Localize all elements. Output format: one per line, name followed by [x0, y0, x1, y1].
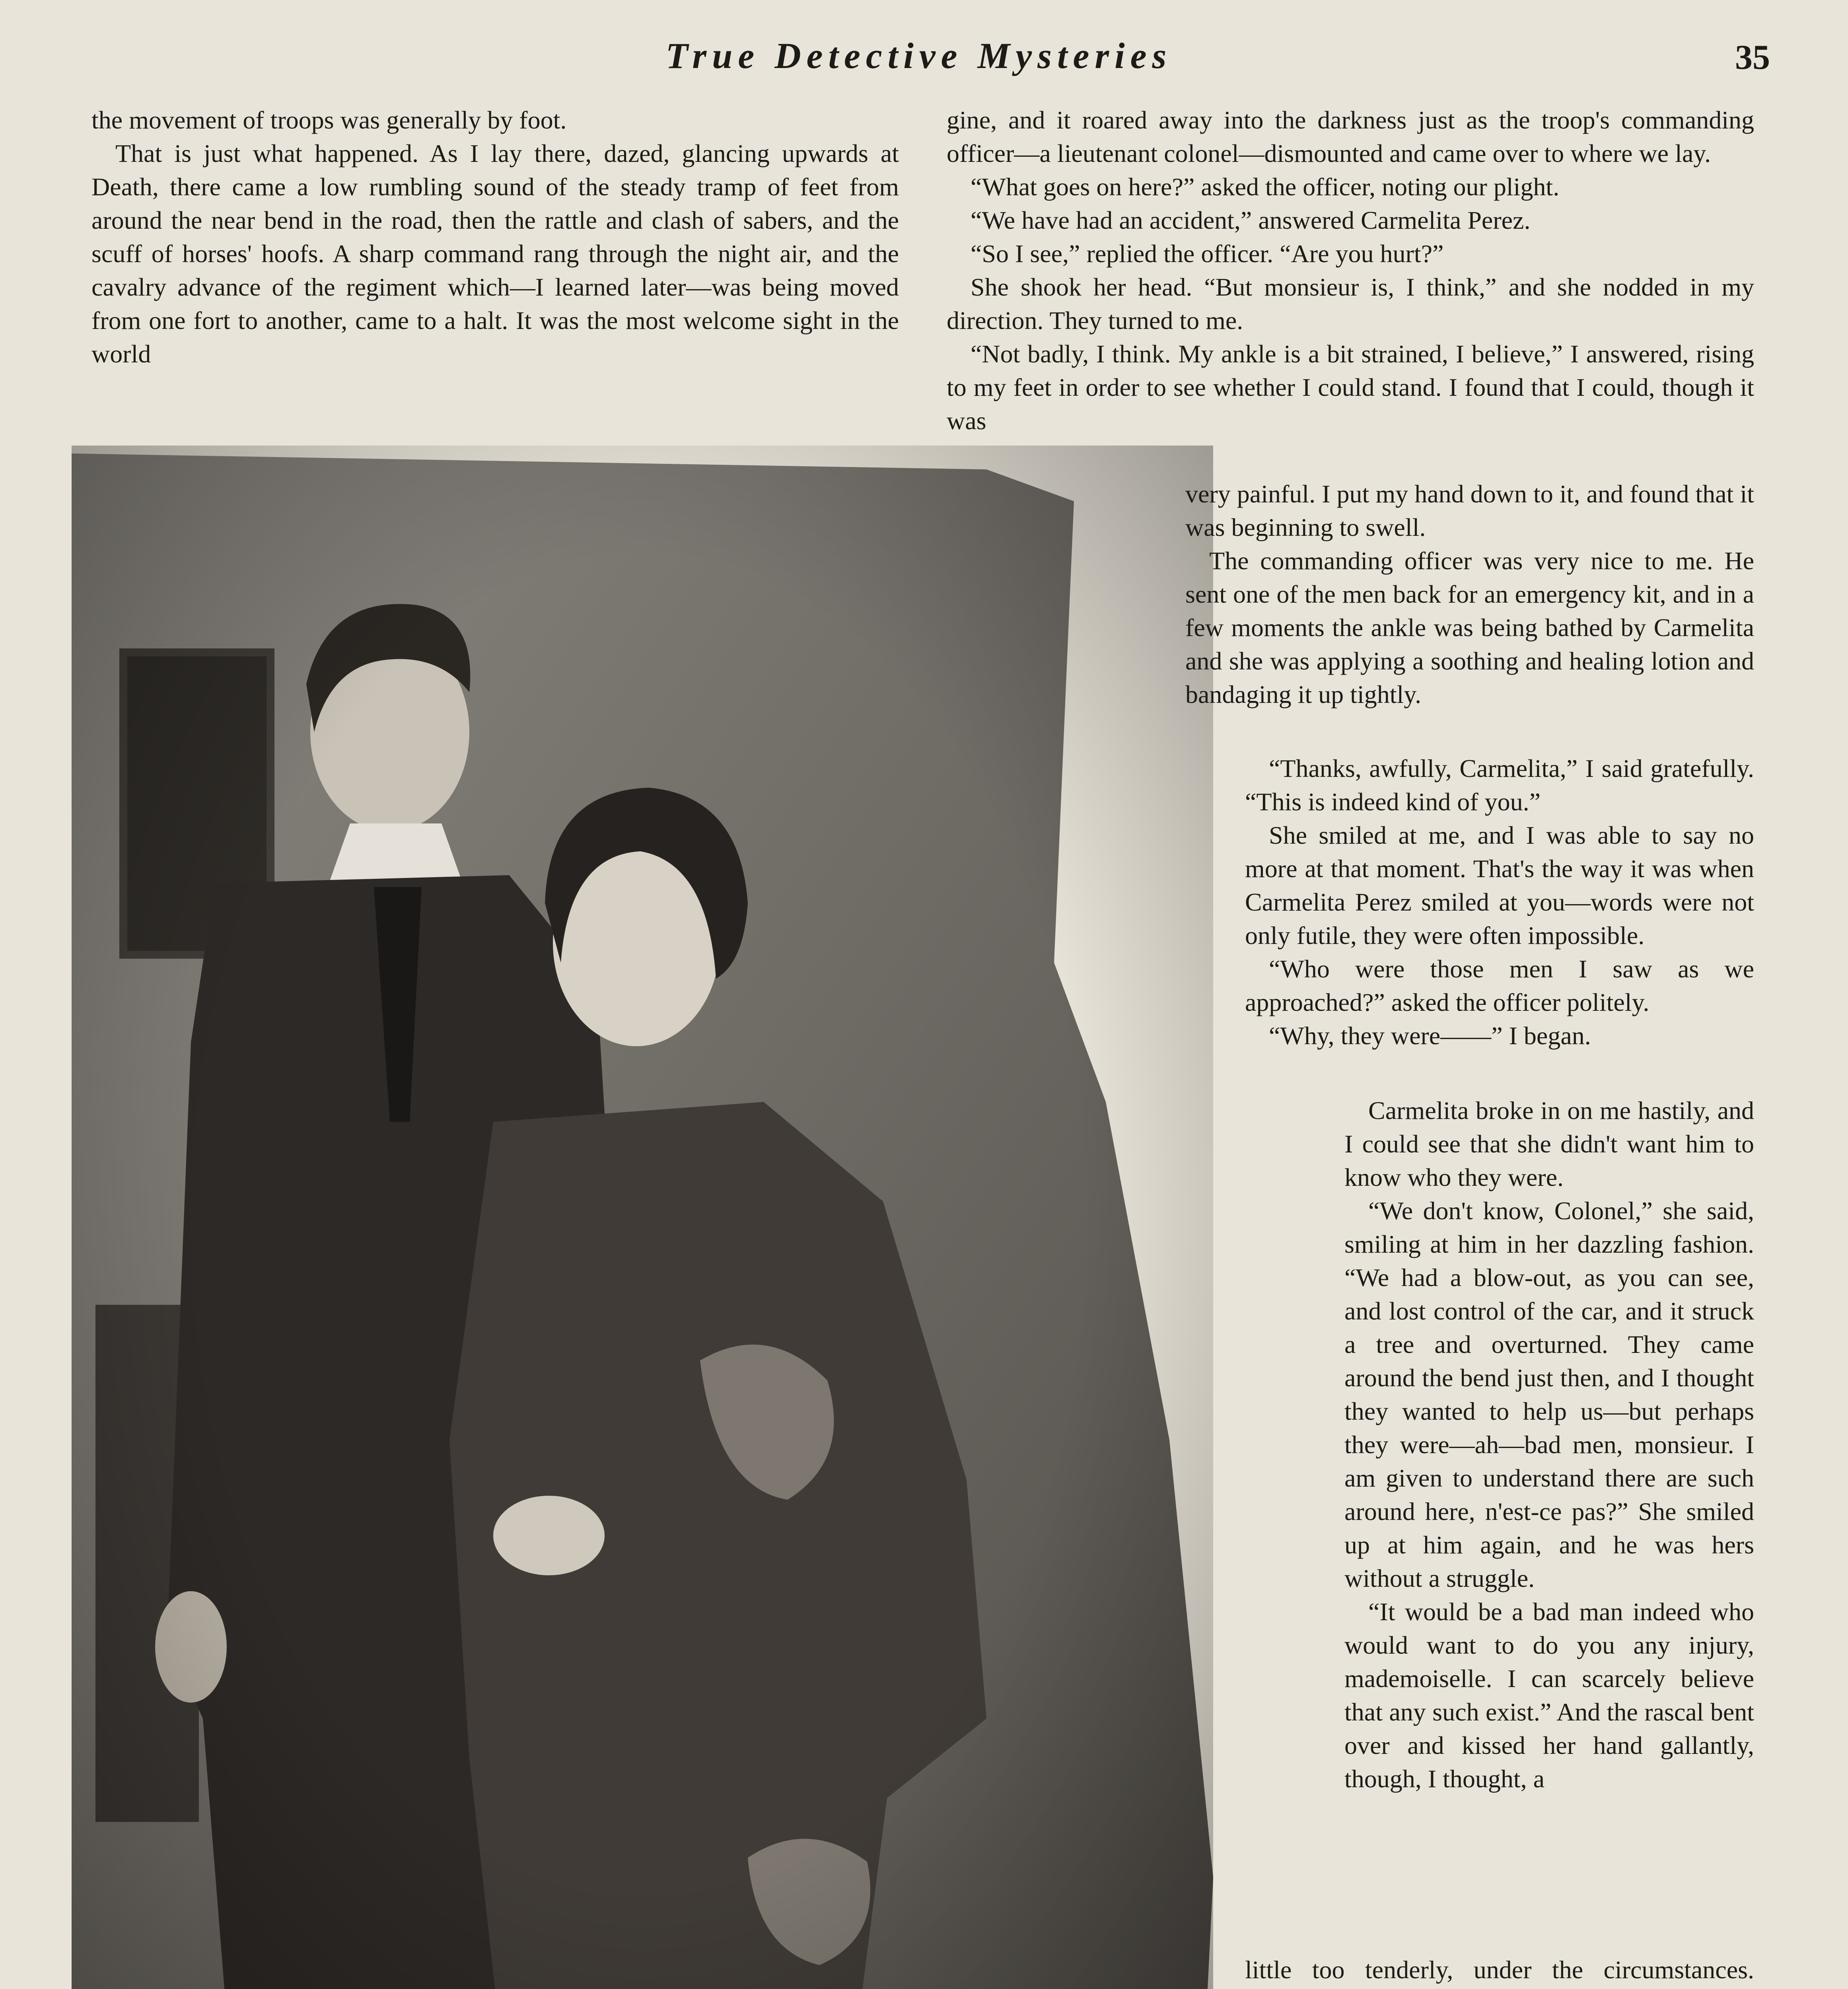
paragraph: “Why, they were——” I began.: [1269, 1022, 1591, 1050]
page-number: 35: [1735, 38, 1770, 77]
paragraph: Carmelita broke in on me hastily, and I could see that she didn't want him to know who they were.: [1344, 1096, 1754, 1191]
paragraph: “Not badly, I think. My ankle is a bit strained, I believe,” I answered, rising to my feet in order to see whether I could stand. I found that I could, though it was: [947, 340, 1754, 435]
paragraph: “Who were those men I saw as we approached?” asked the officer politely.: [1245, 955, 1754, 1016]
right-column-segment: [1344, 1094, 1754, 1953]
running-header: True Detective Mysteries: [665, 35, 1172, 76]
paragraph: The commanding officer was very nice to me. He sent one of the men back for an emergency kit, and in a few moments the ankle was being bathed by Carmelita and she was applying a soothing and healing lotion and bandaging it up tightly.: [1185, 547, 1754, 708]
right-column-segment: [1245, 752, 1754, 1094]
paragraph: That is just what happened. As I lay there, dazed, glancing upwards at Death, there came a low rumbling sound of the steady tramp of feet from around the near bend in the road, then the rattle and clash of sabers, and the scuff of horses' hoofs. A sharp command rang through the night air, and the cavalry advance of the regiment which—I learned later—was being moved from one fort to another, came to a halt. It was the most welcome sight in the world: [91, 139, 899, 368]
right-column-top: [947, 103, 1754, 477]
left-column-top: [91, 103, 899, 438]
paragraph: She smiled at me, and I was able to say no more at that moment. That's the way it was when Carmelita Perez smiled at you—words were not only futile, they were often impossible.: [1245, 821, 1754, 950]
paragraph: “Thanks, awfully, Carmelita,” I said gratefully. “This is indeed kind of you.”: [1245, 754, 1754, 816]
story-photograph: [72, 446, 1213, 1989]
paragraph: “So I see,” replied the officer. “Are you hurt?”: [971, 239, 1444, 268]
paragraph: gine, and it roared away into the darkness just as the troop's commanding officer—a lieutenant colonel—dismounted and came over to where we lay.: [947, 106, 1754, 167]
right-column-segment: [1185, 477, 1754, 752]
paragraph: very painful. I put my hand down to it, and found that it was beginning to swell.: [1185, 480, 1754, 541]
right-column-segment: [1245, 1953, 1754, 1989]
paragraph: She shook her head. “But monsieur is, I think,” and she nodded in my direction. They turned to me.: [947, 273, 1754, 335]
paragraph: “What goes on here?” asked the officer, noting our plight.: [971, 173, 1560, 201]
paragraph: “It would be a bad man indeed who would want to do you any injury, mademoiselle. I can scarcely believe that any such exist.” And the rascal bent over and kissed her hand gallantly, though, I thought, a: [1344, 1598, 1754, 1793]
paragraph: the movement of troops was generally by foot.: [91, 106, 567, 134]
paragraph: “We have had an accident,” answered Carmelita Perez.: [971, 206, 1531, 234]
paragraph: little too tenderly, under the circumstances.: [1245, 1956, 1754, 1984]
paragraph: “We don't know, Colonel,” she said, smiling at him in her dazzling fashion. “We had a blow-out, as you can see, and lost control of the car, and it struck a tree and overturned. They came around the bend just then, and I thought they wanted to help us—but perhaps they were—ah—bad men, monsieur. I am given to understand there are such around here, n'est-ce pas?” She smiled up at him again, and he was hers without a struggle.: [1344, 1197, 1754, 1592]
